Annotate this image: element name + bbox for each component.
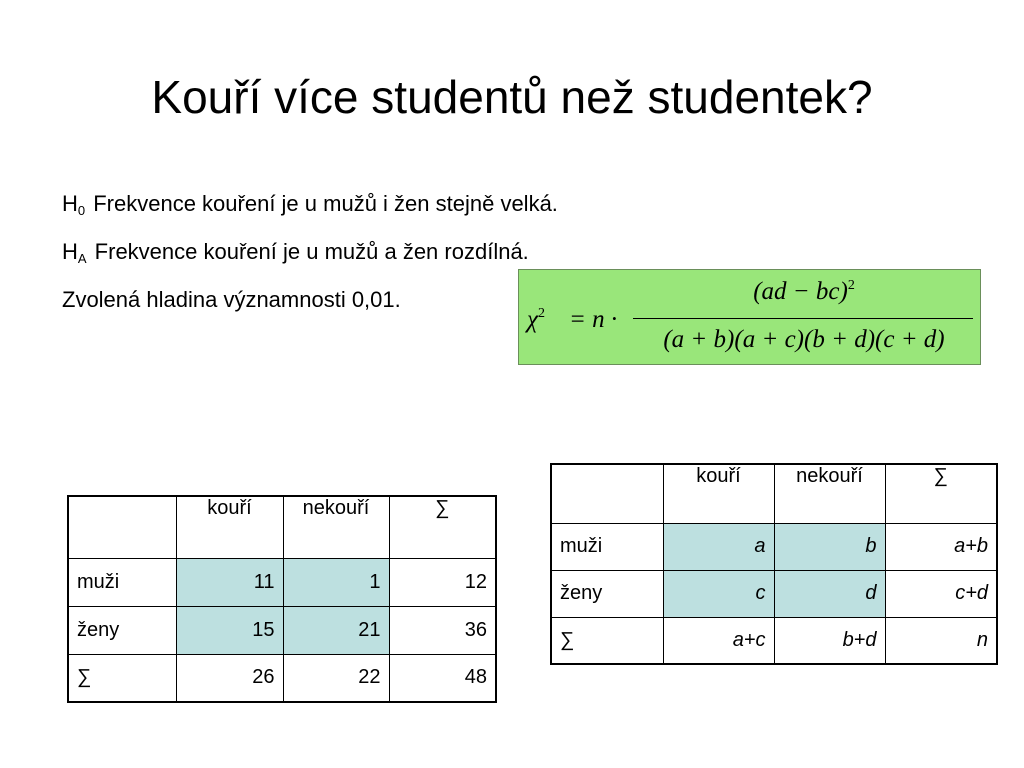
- hypotheses-block: [62, 183, 558, 320]
- formula-chi: $\chi^2$: [527, 306, 545, 333]
- table-cell: d: [774, 570, 885, 617]
- row-label: muži: [551, 523, 663, 570]
- formula-fraction-bar: [633, 318, 973, 319]
- significance-level: Zvolená hladina významnosti 0,01.: [62, 287, 401, 312]
- table-cell: 48: [389, 654, 496, 702]
- row-label: muži: [68, 558, 176, 606]
- table-cell: 11: [176, 558, 283, 606]
- row-label: ∑: [551, 617, 663, 664]
- table-cell: a+c: [663, 617, 774, 664]
- row-label: ženy: [551, 570, 663, 617]
- table-header-cell: kouří: [176, 496, 283, 558]
- row-label: ženy: [68, 606, 176, 654]
- table-cell: b+d: [774, 617, 885, 664]
- row-label: ∑: [68, 654, 176, 702]
- table-cell: 22: [283, 654, 389, 702]
- table-header-cell: ∑: [389, 496, 496, 558]
- table-header-cell: nekouří: [283, 496, 389, 558]
- alternative-hypothesis: $H_A$ Frekvence kouření je u mužů a žen rozdílná.: [62, 239, 529, 266]
- table-row: [551, 523, 997, 570]
- table-header-cell: nekouří: [774, 464, 885, 523]
- table-row: [551, 617, 997, 664]
- table-cell: 21: [283, 606, 389, 654]
- null-hypothesis: $H_0$ Frekvence kouření je u mužů i žen stejně velká.: [62, 191, 558, 218]
- table-row: [68, 654, 496, 702]
- table-cell: a: [663, 523, 774, 570]
- formula-equals-n: = n ·: [569, 306, 618, 333]
- chi-square-formula: [518, 269, 981, 365]
- table-cell: a+b: [885, 523, 997, 570]
- table-cell: c+d: [885, 570, 997, 617]
- table-cell: 26: [176, 654, 283, 702]
- table-header-cell: [68, 496, 176, 558]
- formula-denominator: (a + b)(a + c)(b + d)(c + d): [663, 326, 945, 353]
- table-row: [68, 558, 496, 606]
- slide-title: Kouří více studentů než studentek?: [151, 71, 873, 123]
- formula-numerator: (ad − bc)$^2$: [753, 278, 855, 305]
- observed-frequency-table: [67, 495, 497, 703]
- table-header-cell: ∑: [885, 464, 997, 523]
- table-header-cell: kouří: [663, 464, 774, 523]
- table-header-row: [68, 496, 496, 558]
- table-header-cell: [551, 464, 663, 523]
- table-cell: 1: [283, 558, 389, 606]
- table-cell: 15: [176, 606, 283, 654]
- symbolic-contingency-table: [550, 463, 998, 665]
- table-cell: c: [663, 570, 774, 617]
- table-header-row: [551, 464, 997, 523]
- table-row: [551, 570, 997, 617]
- table-row: [68, 606, 496, 654]
- table-cell: 36: [389, 606, 496, 654]
- table-cell: 12: [389, 558, 496, 606]
- table-cell: b: [774, 523, 885, 570]
- table-cell: n: [885, 617, 997, 664]
